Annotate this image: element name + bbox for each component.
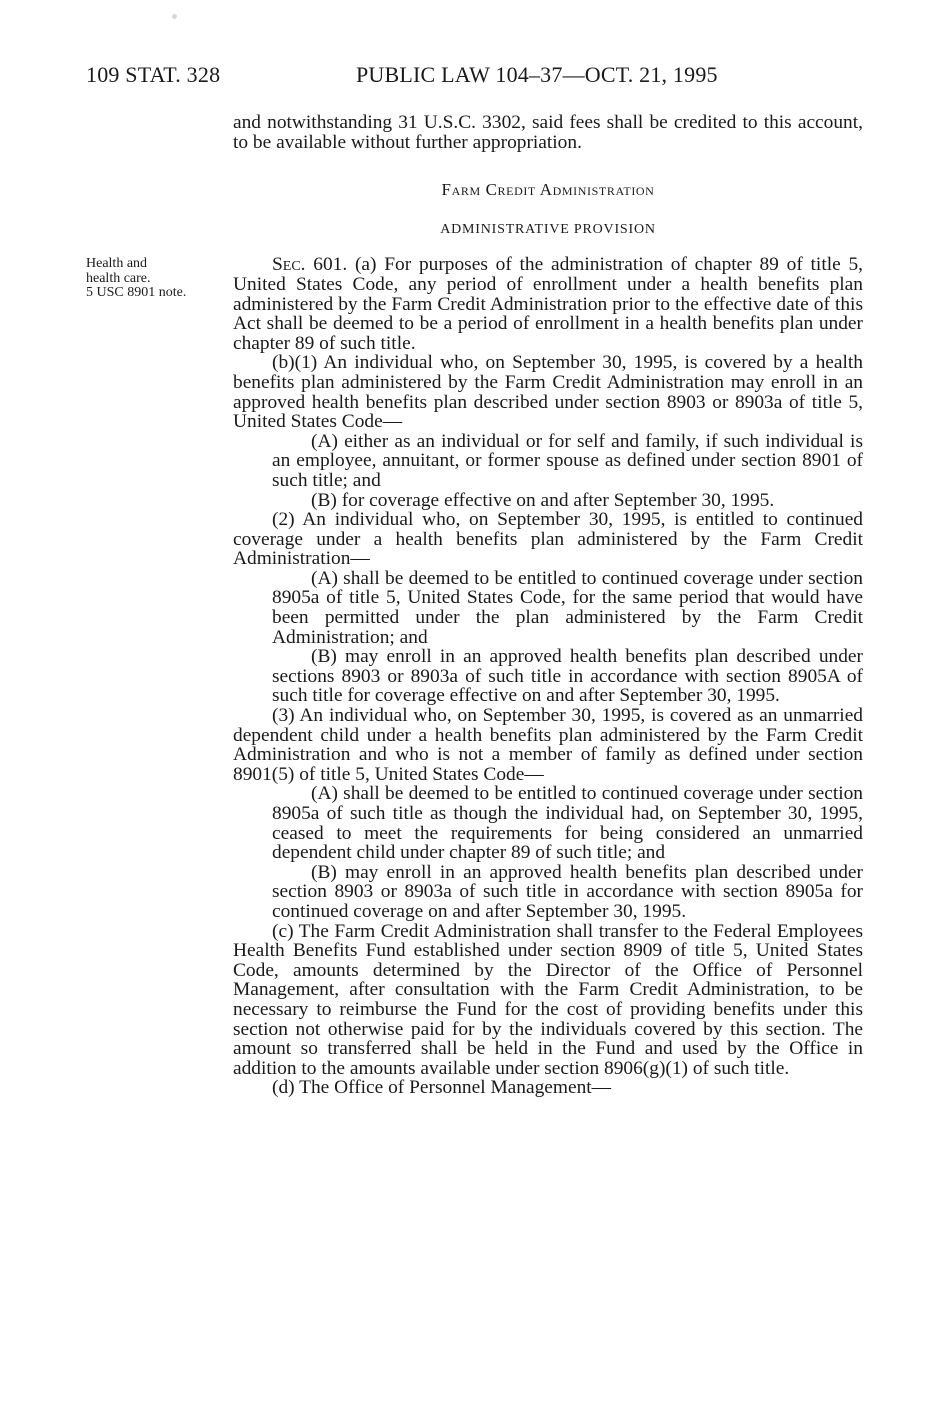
paragraph-a-text: (a) For purposes of the administration of chapter 89 of title 5, United States Code, any period of enrollment under a health benefits plan administered by the Farm Credit Administration prior to the effective date of this Act shall be deemed to be a period of enrollment in a health benefits plan under chapter 89 of such title. — [233, 254, 863, 354]
margin-note-line: health care. — [86, 270, 151, 286]
section-601-paragraph-a — [233, 255, 863, 353]
paragraph-b2-B: (B) may enroll in an approved health benefits plan described under sections 8903 or 8903a of such title in accordance with section 8905A of such title for coverage effective on and after September 30, 1995. — [272, 646, 863, 707]
provision-heading: ADMINISTRATIVE PROVISION — [440, 221, 656, 237]
public-law-reference: PUBLIC LAW 104–37—OCT. 21, 1995 — [356, 62, 718, 87]
page-speck — [172, 14, 177, 19]
page-header — [86, 62, 786, 92]
paragraph-b1: (b)(1) An individual who, on September 30, 1995, is covered by a health benefits plan administered by the Farm Credit Administration may enroll in an approved health benefits plan described under section 8903 or 8903a of title 5, United States Code— — [233, 352, 863, 433]
margin-note-citation: 5 USC 8901 note. — [86, 285, 187, 300]
section-label: Sec. 601. — [272, 254, 348, 276]
continuation-paragraph: and notwithstanding 31 U.S.C. 3302, said fees shall be credited to this account, to be available without further appropriation. — [233, 112, 863, 153]
paragraph-d: (d) The Office of Personnel Management— — [272, 1077, 612, 1099]
margin-note-line: Health and — [86, 256, 148, 271]
paragraph-b1-B: (B) for coverage effective on and after September 30, 1995. — [311, 489, 775, 511]
margin-note — [86, 257, 226, 301]
paragraph-b2-A: (A) shall be deemed to be entitled to continued coverage under section 8905a of title 5, United States Code, for the same period that would have been permitted under the plan administered by the Farm Credit Administration; and — [272, 567, 863, 648]
paragraph-b2: (2) An individual who, on September 30, 1995, is entitled to continued coverage under a health benefits plan administered by the Farm Credit Administration— — [233, 509, 863, 570]
paragraph-b1-A: (A) either as an individual or for self and family, if such individual is an employee, annuitant, or former spouse as defined under section 8901 of such title; and — [272, 430, 863, 491]
paragraph-b3-B: (B) may enroll in an approved health benefits plan described under section 8903 or 8903a of such title in accordance with section 8905a for continued coverage on and after September 30, 1995. — [272, 861, 863, 922]
paragraph-b3: (3) An individual who, on September 30, 1995, is covered as an unmarried dependent child under a health benefits plan administered by the Farm Credit Administration and who is not a member of family as defined under section 8901(5) of title 5, United States Code— — [233, 705, 863, 785]
document-body — [233, 113, 863, 1098]
paragraph-c: (c) The Farm Credit Administration shall transfer to the Federal Employees Health Benefits Fund established under section 8909 of title 5, United States Code, amounts determined by the Director of the Office of Personnel Management, after consultation with the Farm Credit Administration, to be necessary to reimburse the Fund for the cost of providing benefits under this section not otherwise paid for by the individuals covered by this section. The amount so transferred shall be held in the Fund and used by the Office in addition to the amounts available under section 8906(g)(1) of such title. — [233, 920, 863, 1079]
paragraph-b3-A: (A) shall be deemed to be entitled to continued coverage under section 8905a of such title as though the individual had, on September 30, 1995, ceased to meet the requirements for being considered an unmarried dependent child under chapter 89 of such title; and — [272, 783, 863, 864]
agency-heading: Farm Credit Administration — [441, 180, 655, 200]
stat-reference: 109 STAT. 328 — [86, 62, 221, 87]
